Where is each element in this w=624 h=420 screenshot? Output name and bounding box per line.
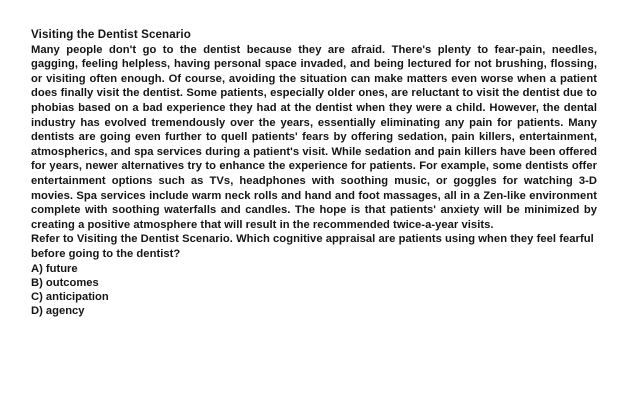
scenario-title: Visiting the Dentist Scenario — [31, 28, 191, 41]
answer-options — [31, 262, 597, 318]
answer-option-a[interactable]: A) future — [31, 262, 78, 275]
answer-option-d[interactable]: D) agency — [31, 304, 85, 317]
answer-option-c[interactable]: C) anticipation — [31, 290, 109, 303]
scenario-paragraph: Many people don't go to the dentist because they are afraid. There's plenty to fear-pain, needles, gagging, feeling helpless, having personal space invaded, and being lectured for not brushing, flossing, or visiting often enough. Of course, avoiding the situation can make matters even worse when a patient does finally visit the dentist. Some patients, especially older ones, are reluctant to visit the dentist due to phobias based on a bad experience they had at the dentist when they were a child. However, the dental industry has evolved tremendously over the years, essentially eliminating any pain for patients. Many dentists are going even further to quell patients' fears by offering sedation, pain killers, entertainment, atmospherics, and spa services during a patient's visit. While sedation and pain killers have been offered for years, newer alternatives try to enhance the experience for patients. For example, some dentists offer entertainment options such as TVs, headphones with soothing music, or goggles for watching 3-D movies. Spa services include warm neck rolls and hand and foot massages, all in a Zen-like environment complete with soothing waterfalls and candles. The hope is that patients' anxiety will be minimized by creating a positive atmosphere that will result in the recommended twice-a-year visits. — [31, 43, 597, 231]
question-stem: Refer to Visiting the Dentist Scenario. Which cognitive appraisal are patients using when they feel fearful before going to the dentist? — [31, 233, 594, 260]
answer-option-b[interactable]: B) outcomes — [31, 276, 99, 289]
question-document — [31, 28, 597, 318]
